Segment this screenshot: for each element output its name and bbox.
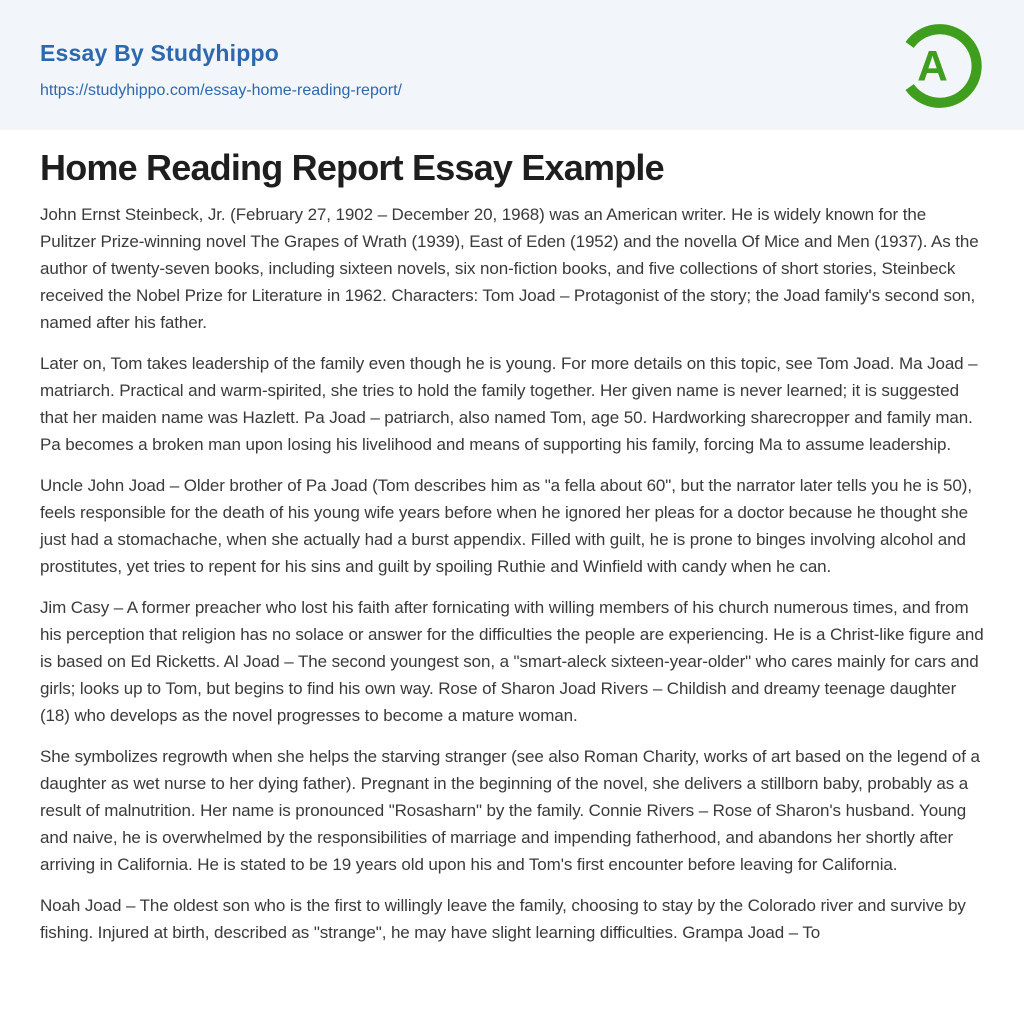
logo-letter: A [917, 42, 948, 90]
essay-paragraph-2: Later on, Tom takes leadership of the family even though he is young. For more details on this topic, see Tom Joad. Ma Joad – matriarch. Practical and warm-spirited, she tries to hold the family together. Her given name is never learned; it is suggested that her maiden name was Hazlett. Pa Joad – patriarch, also named Tom, age 50. Hardworking sharecropper and family man. Pa becomes a broken man upon losing his livelihood and means of supporting his family, forcing Ma to assume leadership. [40, 353, 978, 454]
logo-arc-icon [892, 20, 984, 112]
essay-content [0, 130, 1024, 946]
essay-paragraph-5: She symbolizes regrowth when she helps the starving stranger (see also Roman Charity, works of art based on the legend of a daughter as wet nurse to her dying father). Pregnant in the beginning of the novel, she delivers a stillborn baby, probably as a result of malnutrition. Her name is pronounced "Rosasharn" by the family. Connie Rivers – Rose of Sharon's husband. Young and naive, he is overwhelmed by the responsibilities of marriage and impending fatherhood, and abandons her shortly after arriving in California. He is stated to be 19 years old upon his and Tom's first encounter before leaving for California. [40, 746, 980, 874]
header-text-block [40, 30, 402, 100]
page-header [0, 0, 1024, 130]
essay-paragraph-6: Noah Joad – The oldest son who is the first to willingly leave the family, choosing to stay by the Colorado river and survive by fishing. Injured at birth, described as "strange", he may have slight learning difficulties. Grampa Joad – To [40, 895, 966, 942]
essay-paragraph-3: Uncle John Joad – Older brother of Pa Joad (Tom describes him as "a fella about 60", but the narrator later tells you he is 50), feels responsible for the death of his young wife years before when he ignored her pleas for a doctor because he thought she just had a stomachache, when she actually had a burst appendix. Filled with guilt, he is prone to binges involving alcohol and prostitutes, yet tries to repent for his sins and guilt by spoiling Ruthie and Winfield with candy when he can. [40, 475, 972, 576]
page-url-link[interactable]: https://studyhippo.com/essay-home-reading-report/ [40, 82, 402, 99]
essay-paragraph-4: Jim Casy – A former preacher who lost his faith after fornicating with willing members of his church numerous times, and from his perception that religion has no solace or answer for the difficulties the people are experiencing. He is a Christ-like figure and is based on Ed Ricketts. Al Joad – The second youngest son, a "smart-aleck sixteen-year-older" who cares mainly for cars and girls; looks up to Tom, but begins to find his own way. Rose of Sharon Joad Rivers – Childish and dreamy teenage daughter (18) who develops as the novel progresses to become a mature woman. [40, 597, 984, 725]
site-title-link[interactable]: Essay By Studyhippo [40, 40, 279, 66]
essay-title: Home Reading Report Essay Example [40, 147, 664, 188]
essay-paragraph-1: John Ernst Steinbeck, Jr. (February 27, 1902 – December 20, 1968) was an American writer. He is widely known for the Pulitzer Prize-winning novel The Grapes of Wrath (1939), East of Eden (1952) and the novella Of Mice and Men (1937). As the author of twenty-seven books, including sixteen novels, six non-fiction books, and five collections of short stories, Steinbeck received the Nobel Prize for Literature in 1962. Characters: Tom Joad – Protagonist of the story; the Joad family's second son, named after his father. [40, 204, 979, 332]
studyhippo-logo [892, 20, 984, 112]
